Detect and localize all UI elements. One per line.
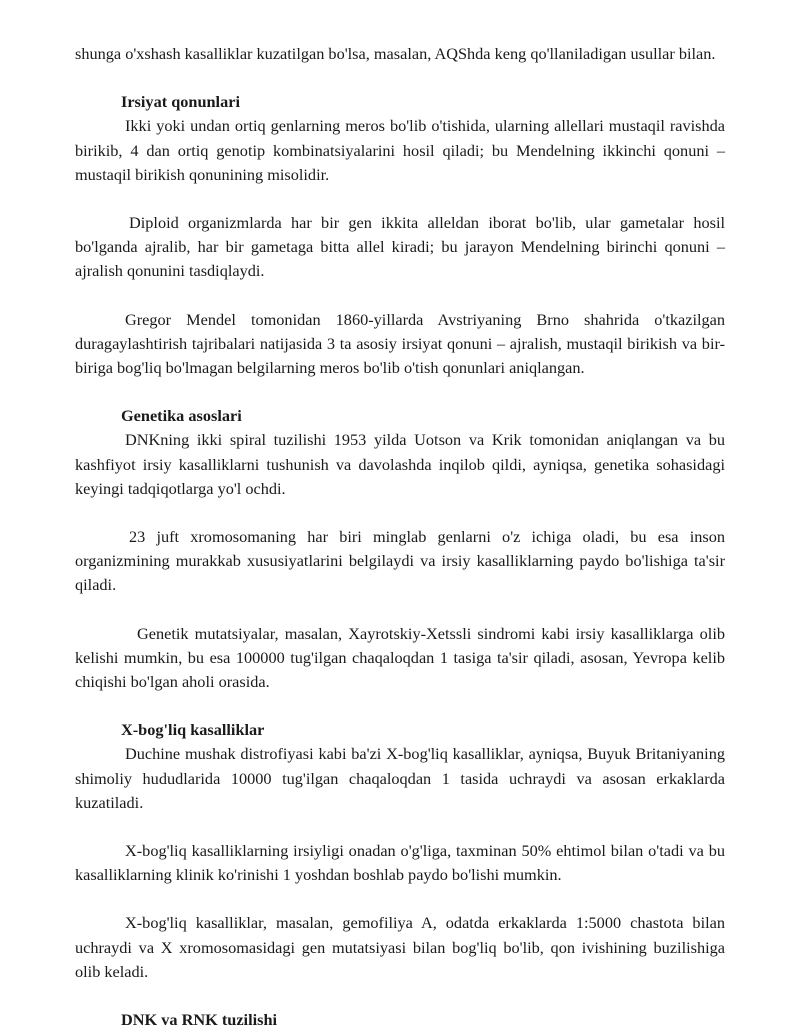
section-x-bogliq-kasalliklar — [75, 718, 725, 984]
paragraph: Duchine mushak distrofiyasi kabi ba'zi X-bog'liq kasalliklar, ayniqsa, Buyuk Britaniyaning shimoliy hududlarida 10000 tug'ilgan chaqaloqdan 1 tasida uchraydi va asosan erkaklarda kuzatiladi. — [75, 744, 725, 812]
section-heading: X-bog'liq kasalliklar — [121, 720, 265, 740]
section-heading: Genetika asoslari — [121, 406, 242, 426]
intro-paragraph: shunga o'xshash kasalliklar kuzatilgan bo'lsa, masalan, AQShda keng qo'llaniladigan usullar bilan. — [75, 44, 716, 63]
paragraph: X-bog'liq kasalliklarning irsiyligi onadan o'g'liga, taxminan 50% ehtimol bilan o'tadi va bu kasalliklarning klinik ko'rinishi 1 yoshdan boshlab paydo bo'lishi mumkin. — [75, 841, 725, 885]
section-heading: Irsiyat qonunlari — [121, 92, 240, 112]
document-page — [75, 42, 725, 1032]
section-heading: DNK va RNK tuzilishi — [121, 1010, 278, 1030]
paragraph: Gregor Mendel tomonidan 1860-yillarda Avstriyaning Brno shahrida o'tkazilgan duragaylashtirish tajribalari natijasida 3 ta asosiy irsiyat qonuni – ajralish, mustaqil birikish va bir-biriga bog'liq bo'lmagan belgilarning meros bo'lib o'tish qonunlari aniqlangan. — [75, 309, 725, 378]
paragraph: Diploid organizmlarda har bir gen ikkita alleldan iborat bo'lib, ular gametalar hosil bo'lganda ajralib, har bir gametaga bitta allel kiradi; bu jarayon Mendelning birinchi qonuni – ajralish qonunini tasdiqlaydi. — [75, 213, 725, 281]
paragraph: X-bog'liq kasalliklar, masalan, gemofiliya A, odatda erkaklarda 1:5000 chastota bilan uchraydi va X xromosomasidagi gen mutatsiyasi bilan bog'liq bo'lib, qon ivishining buzilishiga olib keladi. — [75, 913, 725, 981]
section-genetika-asoslari — [75, 404, 725, 694]
paragraph: DNKning ikki spiral tuzilishi 1953 yilda Uotson va Krik tomonidan aniqlangan va bu kashfiyot irsiy kasalliklarni tushunish va davolashda inqilob qildi, ayniqsa, genetika sohasidagi keyingi tadqiqotlarga yo'l ochdi. — [75, 430, 725, 498]
paragraph: 23 juft xromosomaning har biri minglab genlarni o'z ichiga oladi, bu esa inson organizmining murakkab xususiyatlarini belgilaydi va irsiy kasalliklarning paydo bo'lishiga ta'sir qiladi. — [75, 527, 725, 595]
paragraph: Genetik mutatsiyalar, masalan, Xayrotskiy-Xetssli sindromi kabi irsiy kasalliklarga olib kelishi mumkin, bu esa 100000 tug'ilgan chaqaloqdan 1 tasiga ta'sir qiladi, asosan, Yevropa kelib chiqishi bo'lgan aholi orasida. — [75, 623, 725, 692]
paragraph: Ikki yoki undan ortiq genlarning meros bo'lib o'tishida, ularning allellari mustaqil ravishda birikib, 4 dan ortiq genotip kombinatsiyalarini hosil qiladi; bu Mendelning ikkinchi qonuni – mustaqil birikish qonunining misolidir. — [75, 116, 725, 184]
section-dnk-va-rnk-tuzilishi — [75, 1008, 725, 1032]
section-irsiyat-qonunlari — [75, 90, 725, 380]
